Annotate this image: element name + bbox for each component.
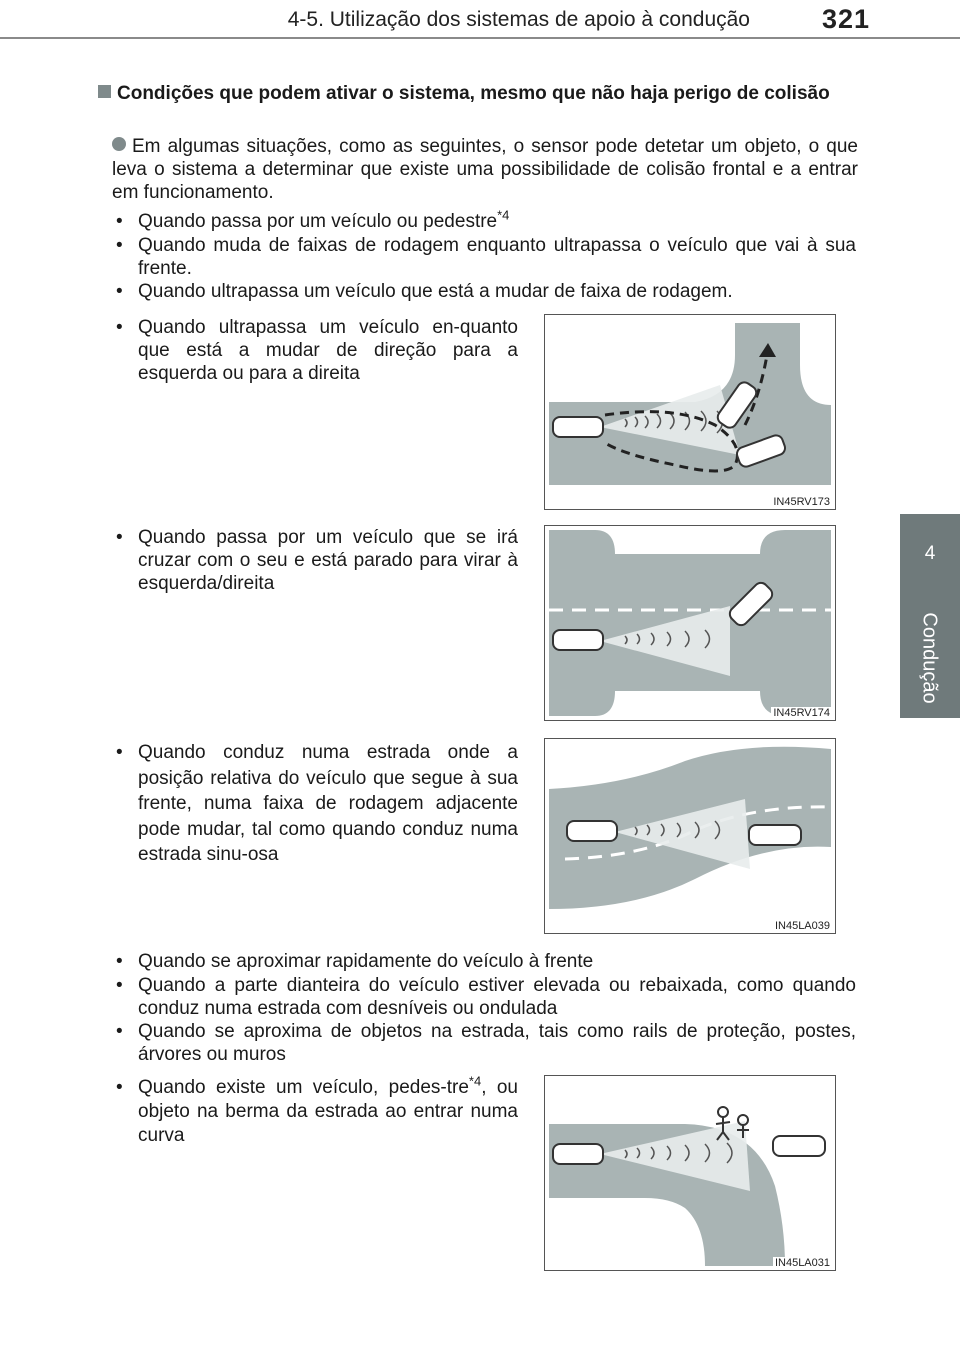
- footnote-ref: *4: [497, 207, 510, 223]
- road-illustration: [545, 739, 835, 933]
- section-heading: [98, 82, 858, 106]
- footnote-ref: *4: [468, 1073, 482, 1089]
- list-item: • Quando conduz numa estrada onde a posição relativa do veículo que segue à sua frente, numa faixa de rodagem adjacente pode mudar, tal como quando conduz numa estrada sinu-osa: [116, 740, 518, 868]
- list-item-text: Quando ultrapassa um veículo que está a mudar de faixa de rodagem.: [138, 281, 733, 302]
- figure-code: IN45LA031: [774, 1257, 830, 1269]
- list-item-text: Quando passa por um veículo ou pedestre: [138, 211, 498, 232]
- list-item: • Quando a parte dianteira do veículo estiver elevada ou rebaixada, como quando conduz numa estrada com desníveis ou ondulada: [116, 975, 856, 1019]
- header-divider: [0, 37, 960, 39]
- figure-code: IN45LA039: [774, 920, 830, 932]
- side-tab-label: [912, 600, 946, 715]
- figure-crossing-vehicle: [544, 525, 836, 721]
- side-tab-number: 4: [924, 543, 936, 564]
- list-item-text: Quando ultrapassa um veículo en-quanto que está a mudar de direção para a esquerda ou para a direita: [138, 317, 518, 384]
- page-number: 321: [822, 4, 871, 34]
- chapter-title: 4-5. Utilização dos sistemas de apoio à condução: [287, 8, 750, 31]
- square-bullet-icon: [98, 85, 111, 98]
- figure-curve-roadside: [544, 1075, 836, 1271]
- circle-bullet-icon: [112, 137, 126, 151]
- intro-text: Em algumas situações, como as seguintes, o sensor pode detetar um objeto, o que leva o sistema a determinar que existe uma possibilidade de colisão frontal e a entrar em funcionamento.: [112, 136, 858, 203]
- list-item: • Quando passa por um veículo que se irá cruzar com o seu e está parado para virar à esquerda/direita: [116, 527, 518, 594]
- list-item: • Quando existe um veículo, pedes-tre$^{*4}$, ou objeto na berma da estrada ao entrar numa curva: [116, 1073, 518, 1146]
- list-item-text-cont: , ou objeto na berma da estrada ao entrar numa curva: [138, 1077, 518, 1146]
- list-item-text: Quando passa por um veículo que se irá cruzar com o seu e está parado para virar à esquerda/direita: [138, 527, 518, 594]
- road-illustration: [545, 526, 835, 720]
- figure-overtake-turning: [544, 314, 836, 510]
- list-item: • Quando muda de faixas de rodagem enquanto ultrapassa o veículo que vai à sua frente.: [116, 235, 856, 279]
- list-item-text: Quando se aproxima de objetos na estrada, tais como rails de proteção, postes, árvores ou muros: [138, 1021, 856, 1065]
- list-item-text: Quando muda de faixas de rodagem enquanto ultrapassa o veículo que vai à sua frente.: [138, 235, 856, 279]
- list-item-text: Quando a parte dianteira do veículo estiver elevada ou rebaixada, como quando conduz numa estrada com desníveis ou ondulada: [138, 975, 856, 1019]
- figure-code: IN45RV173: [773, 496, 830, 508]
- road-illustration: [545, 1076, 835, 1270]
- list-item-text: Quando existe um veículo, pedes-tre: [138, 1077, 469, 1098]
- figure-winding-road: [544, 738, 836, 934]
- list-item: • Quando ultrapassa um veículo en-quanto que está a mudar de direção para a esquerda ou para a direita: [116, 317, 518, 384]
- intro-paragraph: [112, 135, 858, 204]
- road-illustration: [545, 315, 835, 509]
- list-item: • Quando se aproximar rapidamente do veículo à frente: [116, 950, 856, 973]
- section-heading-text: Condições que podem ativar o sistema, mesmo que não haja perigo de colisão: [117, 83, 830, 104]
- list-item: • Quando passa por um veículo ou pedestre$^{*4}$: [116, 207, 510, 232]
- side-tab-label-text: Condução: [918, 611, 941, 704]
- figure-code: IN45RV174: [773, 707, 830, 719]
- list-item-text: Quando se aproximar rapidamente do veículo à frente: [138, 951, 594, 972]
- list-item-text: Quando conduz numa estrada onde a posição relativa do veículo que segue à sua frente, numa faixa de rodagem adjacente pode mudar, tal como quando conduz numa estrada sinu-osa: [138, 742, 518, 865]
- list-item: • Quando ultrapassa um veículo que está a mudar de faixa de rodagem.: [116, 280, 856, 303]
- list-item: • Quando se aproxima de objetos na estrada, tais como rails de proteção, postes, árvores ou muros: [116, 1021, 856, 1065]
